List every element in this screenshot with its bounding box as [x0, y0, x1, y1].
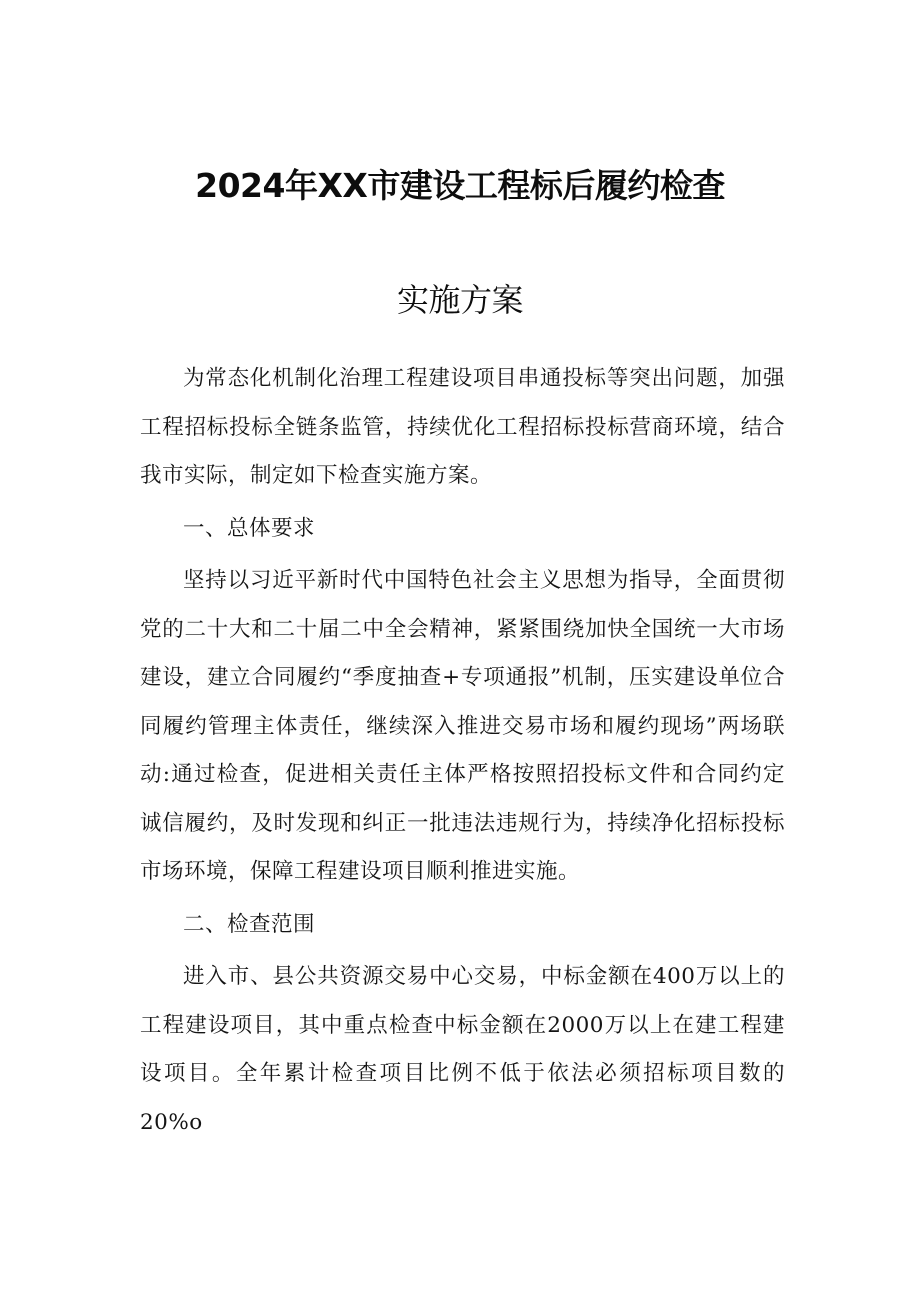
- intro-paragraph: 为常态化机制化治理工程建设项目串通投标等突出问题，加强工程招标投标全链条监管，持续优化工程招标投标营商环境，结合我市实际，制定如下检查实施方案。: [140, 366, 785, 488]
- document-title-line-2: 实施方案: [396, 281, 523, 319]
- document-title-line-1: 2024年XX市建设工程标后履约检查: [195, 166, 725, 205]
- document-body: [140, 355, 785, 1147]
- general-requirements-paragraph: 坚持以习近平新时代中国特色社会主义思想为指导，全面贯彻党的二十大和二十届二中全会精神，紧紧围绕加快全国统一大市场建设，建立合同履约“季度抽查+专项通报”机制，压实建设单位合同履约管理主体责任，继续深入推进交易市场和履约现场”两场联动:通过检查，促进相关责任主体严格按照招投标文件和合同约定诚信履约，及时发现和纠正一批违法违规行为，持续净化招标投标市场环境，保障工程建设项目顺利推进实施。: [140, 568, 785, 884]
- section-heading-general-requirements: 一、总体要求: [183, 515, 316, 541]
- inspection-scope-paragraph: 进入市、县公共资源交易中心交易，中标金额在400万以上的工程建设项目，其中重点检查中标金额在2000万以上在建工程建设项目。全年累计检查项目比例不低于依法必须招标项目数的20%o: [140, 964, 785, 1135]
- section-heading-inspection-scope: 二、检查范围: [183, 911, 316, 937]
